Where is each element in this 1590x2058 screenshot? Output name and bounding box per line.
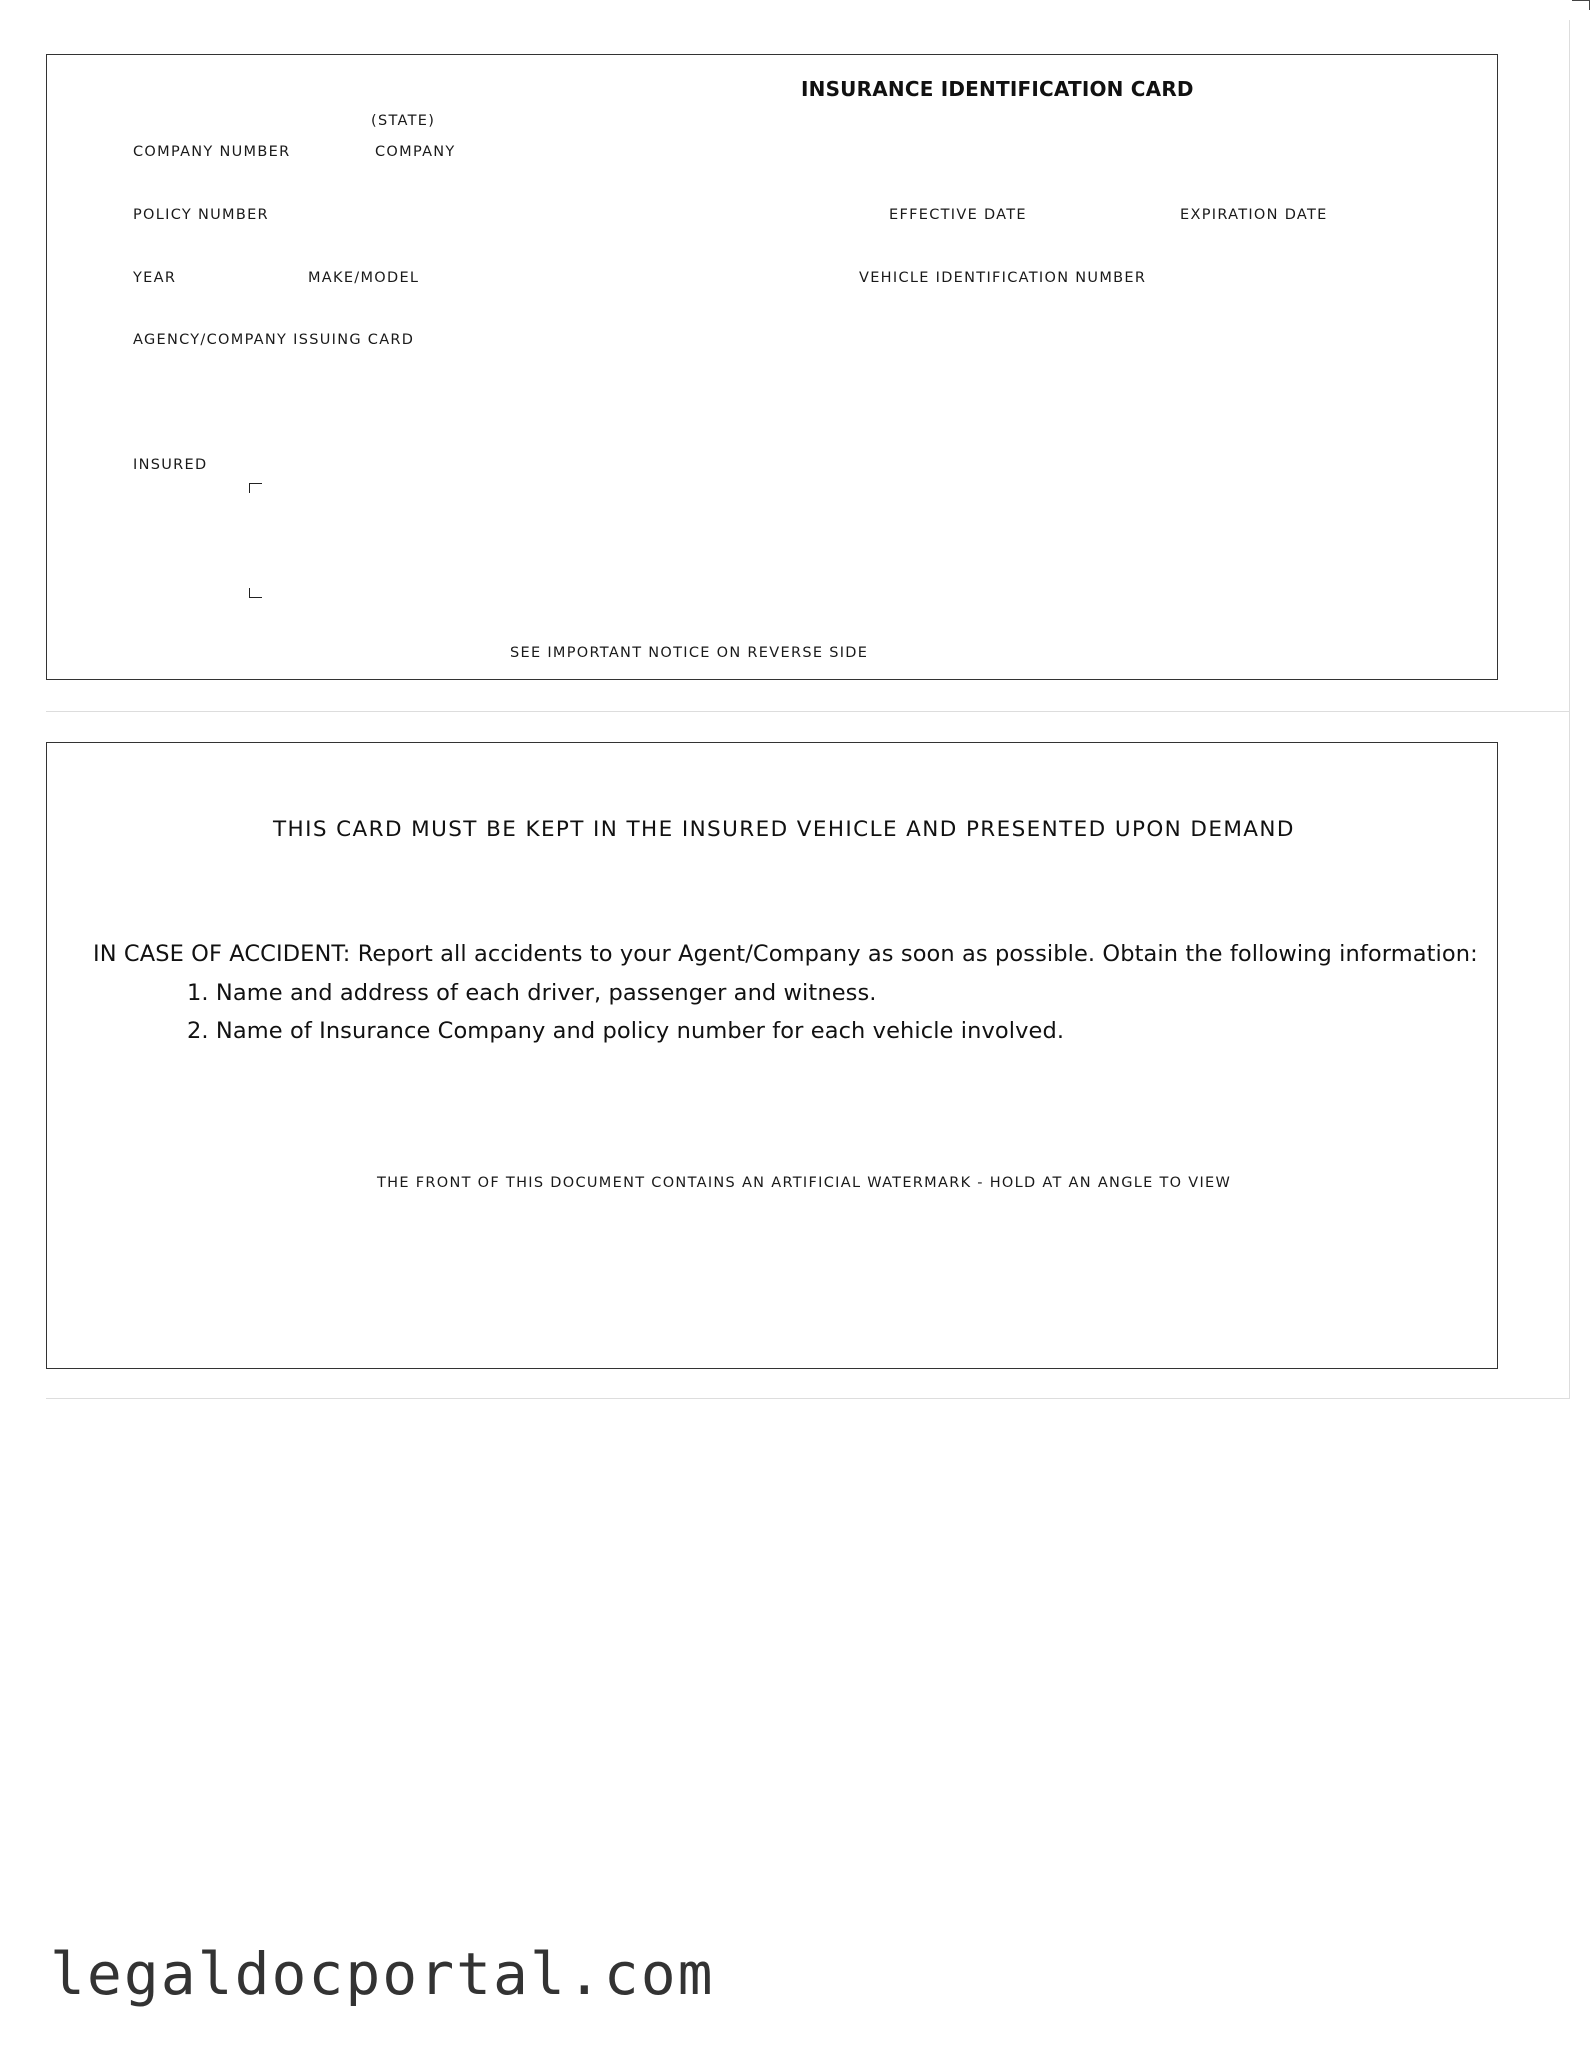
- insured-label: INSURED: [133, 457, 208, 473]
- year-label: YEAR: [133, 270, 177, 286]
- cut-guide-bottom: [46, 1398, 1570, 1399]
- site-watermark: legaldocportal.com: [50, 1940, 715, 2008]
- effective-date-label: EFFECTIVE DATE: [889, 207, 1027, 223]
- address-window-corner-top: [249, 483, 262, 493]
- crop-corner-mark: [1572, 0, 1590, 10]
- company-label: COMPANY: [375, 144, 456, 160]
- cut-guide-vertical: [1569, 20, 1570, 1398]
- watermark-notice: THE FRONT OF THIS DOCUMENT CONTAINS AN ARTIFICIAL WATERMARK - HOLD AT AN ANGLE TO VIEW: [377, 1175, 1232, 1191]
- reverse-side-notice: SEE IMPORTANT NOTICE ON REVERSE SIDE: [510, 645, 869, 661]
- address-window-corner-bottom: [249, 588, 262, 598]
- accident-instructions: IN CASE OF ACCIDENT: Report all accidents to your Agent/Company as soon as possible. Obtain the following information:: [93, 941, 1478, 967]
- accident-item-1: 1. Name and address of each driver, passenger and witness.: [187, 980, 877, 1006]
- vin-label: VEHICLE IDENTIFICATION NUMBER: [859, 270, 1147, 286]
- keep-card-heading: THIS CARD MUST BE KEPT IN THE INSURED VEHICLE AND PRESENTED UPON DEMAND: [273, 817, 1295, 842]
- agency-label: AGENCY/COMPANY ISSUING CARD: [133, 332, 415, 348]
- policy-number-label: POLICY NUMBER: [133, 207, 269, 223]
- company-number-label: COMPANY NUMBER: [133, 144, 291, 160]
- accident-item-2: 2. Name of Insurance Company and policy number for each vehicle involved.: [187, 1018, 1065, 1044]
- state-label: (STATE): [371, 113, 436, 129]
- expiration-date-label: EXPIRATION DATE: [1180, 207, 1328, 223]
- card-title: INSURANCE IDENTIFICATION CARD: [801, 77, 1194, 101]
- cut-guide-middle: [46, 711, 1570, 712]
- make-model-label: MAKE/MODEL: [308, 270, 420, 286]
